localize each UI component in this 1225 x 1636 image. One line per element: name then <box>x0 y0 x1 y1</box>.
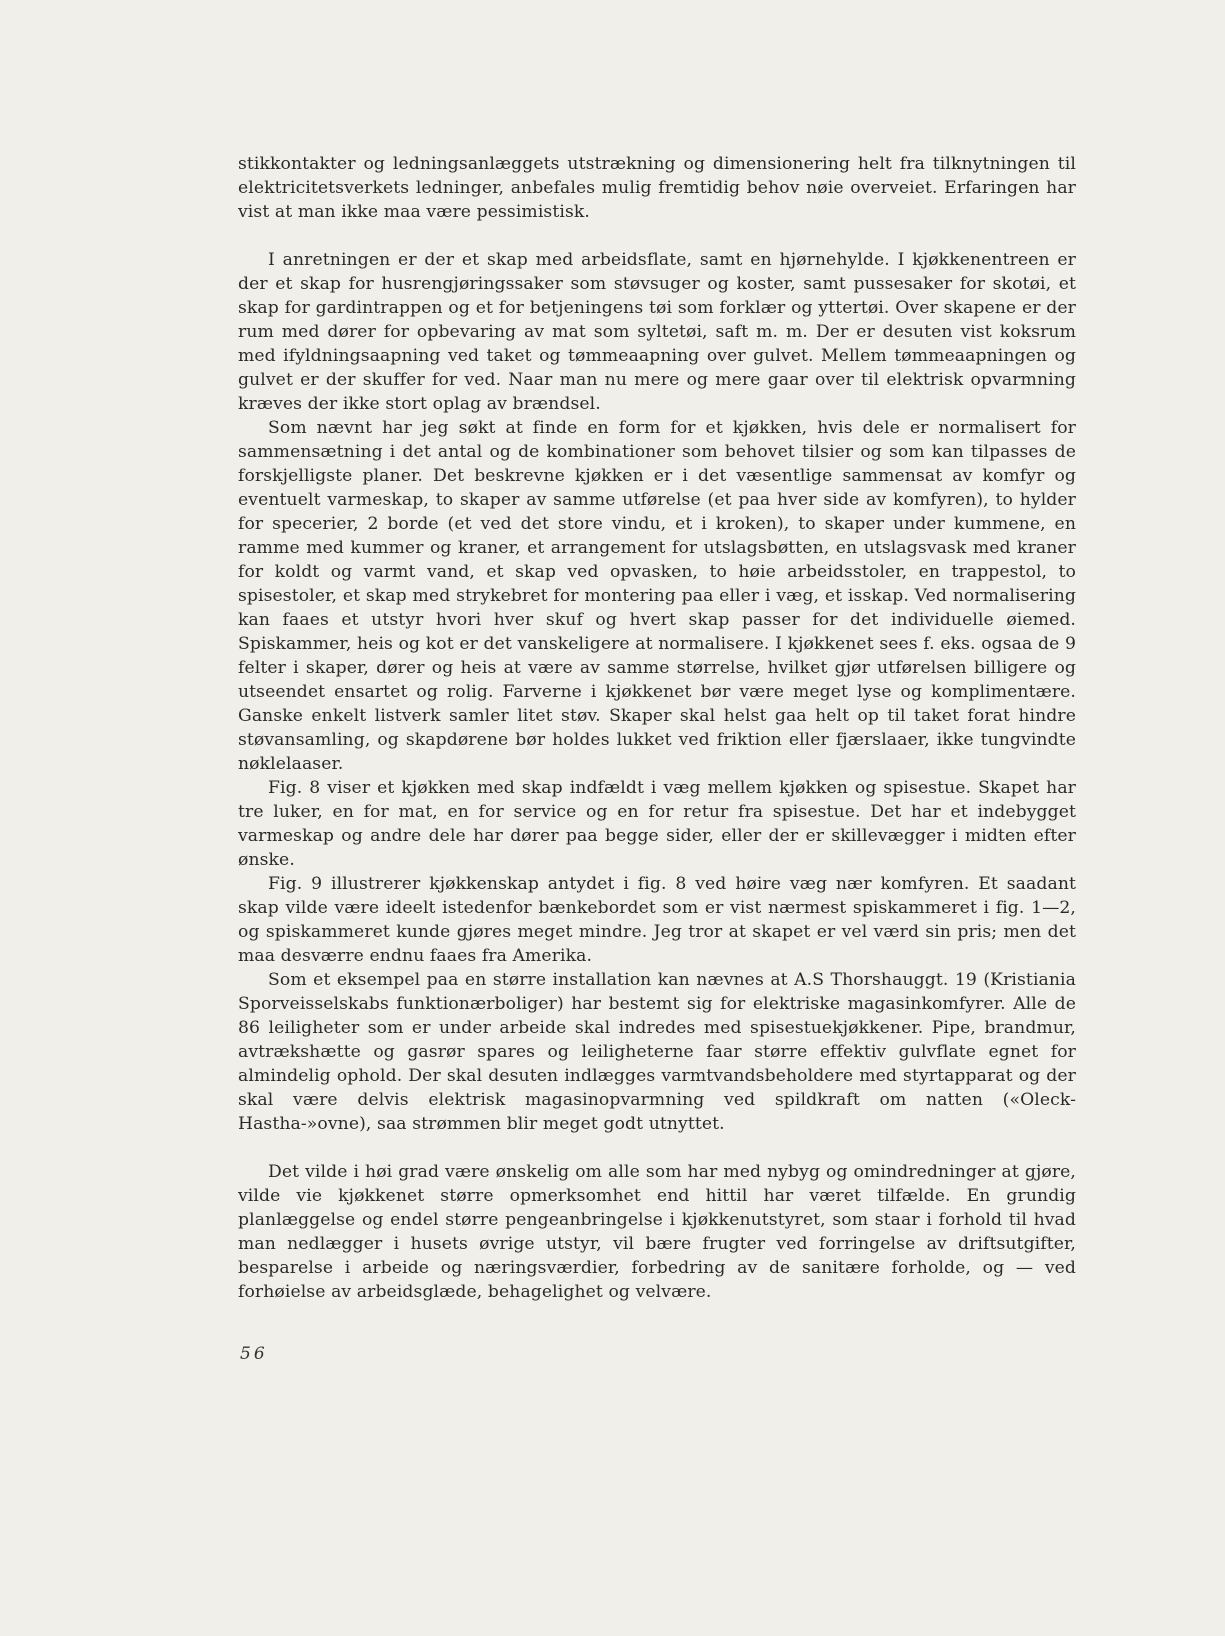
paragraph-gap <box>238 224 1076 248</box>
paragraph-3: Som nævnt har jeg søkt at finde en form for et kjøkken, hvis dele er normalisert for sammensætning i det antal og de kombinationer som behovet tilsier og som kan tilpasses de forskjelligste planer. Det beskrevne kjøkken er i det væsentlige sammensat av komfyr og eventuelt varmeskap, to skaper av samme utførelse (et paa hver side av komfyren), to hylder for specerier, 2 borde (et ved det store vindu, et i kroken), to skaper under kummene, en ramme med kummer og kraner, et arrangement for utslagsbøtten, en utslagsvask med kraner for koldt og varmt vand, et skap ved opvasken, to høie arbeidsstoler, en trappestol, to spisestoler, et skap med strykebret for montering paa eller i væg, et isskap. Ved normalisering kan faaes et utstyr hvori hver skuf og hvert skap passer for det individuelle øiemed. Spiskammer, heis og kot er det vanskeligere at normalisere. I kjøkkenet sees f. eks. ogsaa de 9 felter i skaper, dører og heis at være av samme størrelse, hvilket gjør utførelsen billigere og utseendet ensartet og rolig. Farverne i kjøkkenet bør være meget lyse og komplimentære. Ganske enkelt listverk samler litet støv. Skaper skal helst gaa helt op til taket forat hindre støvansamling, og skapdørene bør holdes lukket ved friktion eller fjærslaaer, ikke tungvindte nøklelaaser. <box>238 418 1076 774</box>
paragraph-gap <box>238 1136 1076 1160</box>
paragraph-2: I anretningen er der et skap med arbeidsflate, samt en hjørnehylde. I kjøkkenentreen er der et skap for husrengjøringssaker som støvsuger og koster, samt pussesaker for skotøi, et skap for gardintrappen og et for betjeningens tøi som forklær og yttertøi. Over skapene er der rum med dører for opbevaring av mat som syltetøi, saft m. m. Der er desuten vist koksrum med ifyldningsaapning ved taket og tømmeaapning over gulvet. Mellem tømmeaapningen og gulvet er der skuffer for ved. Naar man nu mere og mere gaar over til elektrisk opvarmning kræves der ikke stort oplag av brændsel. <box>238 250 1076 414</box>
paragraph-5: Fig. 9 illustrerer kjøkkenskap antydet i fig. 8 ved høire væg nær komfyren. Et saadant skap vilde være ideelt istedenfor bænkebordet som er vist nærmest spiskammeret i fig. 1—2, og spiskammeret kunde gjøres meget mindre. Jeg tror at skapet er vel værd sin pris; men det maa desværre endnu faaes fra Amerika. <box>238 874 1076 966</box>
paragraph-1: stikkontakter og ledningsanlæggets utstrækning og dimensionering helt fra tilknytningen til elektricitetsverkets ledninger, anbefales mulig fremtidig behov nøie overveiet. Erfaringen har vist at man ikke maa være pessimistisk. <box>238 154 1076 222</box>
paragraph-7: Det vilde i høi grad være ønskelig om alle som har med nybyg og omindredninger at gjøre, vilde vie kjøkkenet større opmerksomhet end hittil har været tilfælde. En grundig planlæggelse og endel større pengeanbringelse i kjøkkenutstyret, som staar i forhold til hvad man nedlægger i husets øvrige utstyr, vil bære frugter ved forringelse av driftsutgifter, besparelse i arbeide og næringsværdier, forbedring av de sanitære forholde, og — ved forhøielse av arbeidsglæde, behagelighet og velvære. <box>238 1162 1076 1302</box>
paragraph-6: Som et eksempel paa en større installation kan nævnes at A.S Thorshauggt. 19 (Kristiania Sporveisselskabs funktionærboliger) har bestemt sig for elektriske magasinkomfyrer. Alle de 86 leiligheter som er under arbeide skal indredes med spisestuekjøkkener. Pipe, brandmur, avtrækshætte og gasrør spares og leiligheterne faar større effektiv gulvflate egnet for almindelig ophold. Der skal desuten indlægges varmtvandsbeholdere med styrtapparat og der skal være delvis elektrisk magasinopvarmning ved spildkraft om natten («Oleck-Hastha-»ovne), saa strømmen blir meget godt utnyttet. <box>238 970 1076 1134</box>
page-number: 56 <box>240 1344 268 1364</box>
paragraph-4: Fig. 8 viser et kjøkken med skap indfældt i væg mellem kjøkken og spisestue. Skapet har tre luker, en for mat, en for service og en for retur fra spisestue. Det har et indebygget varmeskap og andre dele har dører paa begge sider, eller der er skillevægger i midten efter ønske. <box>238 778 1076 870</box>
body-text <box>238 152 1076 1304</box>
